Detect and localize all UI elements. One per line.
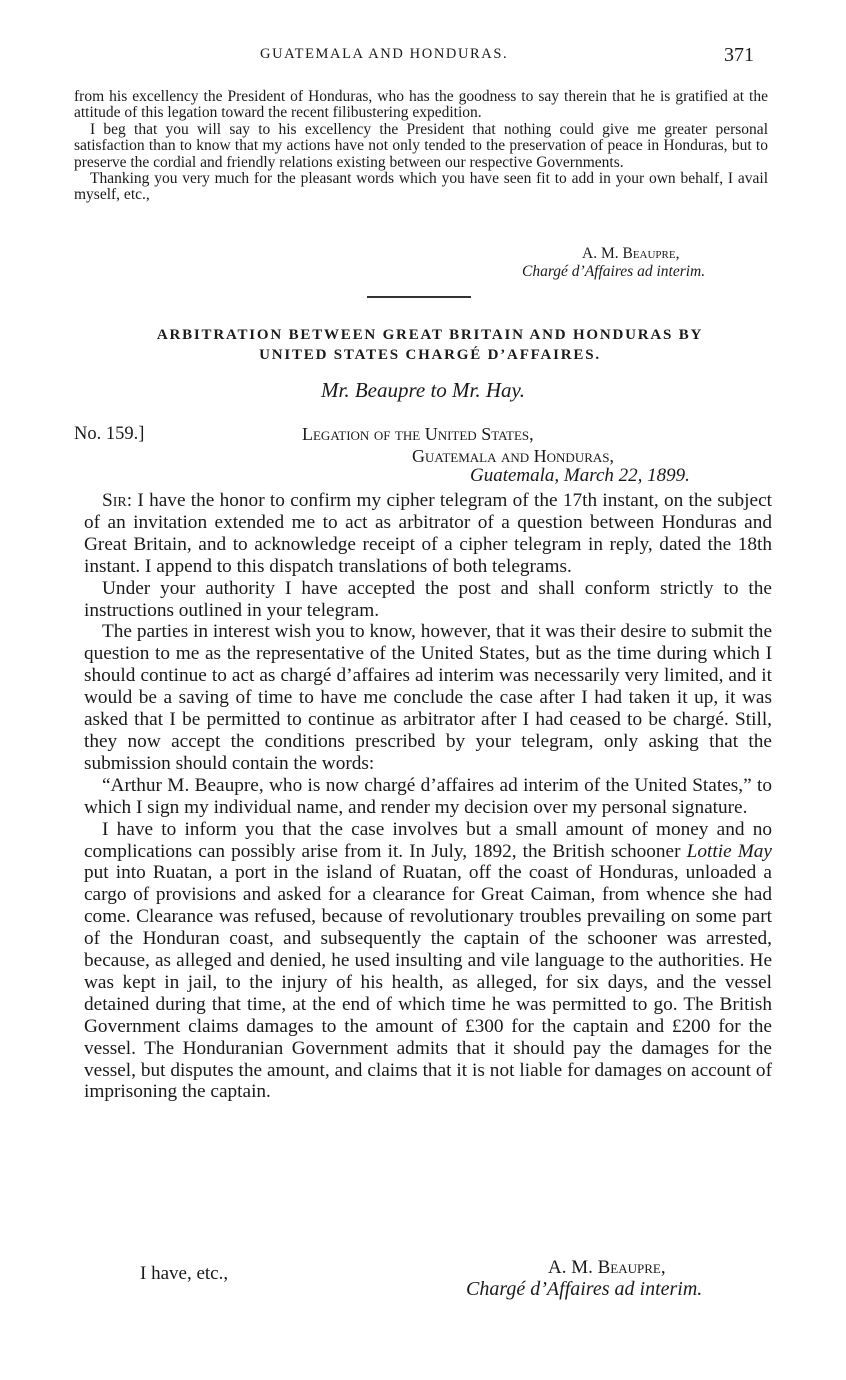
paragraph: Under your authority I have accepted the post and shall conform strictly to the instructions outlined in your telegram. <box>84 577 772 621</box>
section-heading-line: UNITED STATES CHARGÉ D’AFFAIRES. <box>259 347 601 363</box>
previous-letter-text <box>74 89 768 204</box>
paragraph-text: put into Ruatan, a port in the island of Ruatan, off the coast of Honduras, unloaded a cargo of provisions and asked for a clearance for Great Caiman, from whence she had come. Clearance was refused, because of revolutionary troubles prevailing on some part of the Honduran coast, and subsequently the captain of the schooner was arrested, because, as alleged and denied, he used insulting and vile language to the authorities. He was kept in jail, to the injury of his health, as alleged, for six days, and the vessel detained during that time, at the end of which time he was permitted to go. The British Government claims damages to the amount of £300 for the captain and £200 for the vessel. The Honduranian Government admits that it should pay the damages for the vessel, but disputes the amount, and claims that it is not liable for damages on account of imprisoning the captain. <box>84 862 772 1103</box>
paragraph: The parties in interest wish you to know, however, that it was their desire to submit the question to me as the representative of the United States, but as the time during which I should continue to act as chargé d’affaires ad interim was necessarily very limited, and it would be a saving of time to have me conclude the case after I had taken it up, it was asked that I be permitted to continue as arbitrator after I had ceased to be chargé. Still, they now accept the conditions prescribed by your telegram, only asking that the submission should contain the words: <box>84 621 772 774</box>
vessel-name: Lottie May <box>686 840 772 862</box>
letter-body <box>84 490 772 1103</box>
paragraph <box>84 490 772 578</box>
section-heading-line: ARBITRATION BETWEEN GREAT BRITAIN AND HONDURAS BY <box>156 327 704 343</box>
signature-name: A. M. Beaupre, <box>548 1257 666 1278</box>
paragraph-text: I have to inform you that the case involves but a small amount of money and no complications can possibly arise from it. In July, 1892, the British schooner <box>84 818 772 862</box>
running-head: GUATEMALA AND HONDURAS. <box>260 46 509 62</box>
paragraph: from his excellency the President of Honduras, who has the goodness to say therein that he is gratified at the attitude of this legation toward the recent filibustering expedition. <box>74 88 768 122</box>
dispatch-number: No. 159.] <box>74 424 145 444</box>
address-line: Guatemala and Honduras, <box>412 446 614 466</box>
paragraph-text: I have the honor to confirm my cipher telegram of the 17th instant, on the subject of an invitation extended me to act as arbitrator of a question between Honduras and Great Britain, and to acknowledge receipt of a cipher telegram in reply, dated the 18th instant. I append to this dispatch translations of both telegrams. <box>84 490 772 577</box>
letter-title: Mr. Beaupre to Mr. Hay. <box>321 378 525 402</box>
signature-name: A. M. Beaupre, <box>582 245 680 262</box>
address-line: Legation of the United States, <box>302 424 534 444</box>
paragraph <box>84 819 772 1104</box>
section-heading <box>60 325 800 365</box>
signature-title: Chargé d’Affaires ad interim. <box>522 263 706 280</box>
paragraph: I beg that you will say to his excellency the President that nothing could give me greater personal satisfaction than to know that my actions have not only tended to the preservation of peace in Honduras, but to preserve the cordial and friendly relations existing between our respective Governments. <box>74 120 768 171</box>
salutation: Sir: <box>102 490 133 511</box>
paragraph: “Arthur M. Beaupre, who is now chargé d’affaires ad interim of the United States,” to which I sign my individual name, and render my decision over my personal signature. <box>84 774 772 818</box>
page-number: 371 <box>724 44 754 66</box>
paragraph: Thanking you very much for the pleasant words which you have seen fit to add in your own behalf, I avail myself, etc., <box>74 170 768 204</box>
place-date: Guatemala, March 22, 1899. <box>470 465 690 486</box>
closing: I have, etc., <box>140 1263 229 1284</box>
signature-title: Chargé d’Affaires ad interim. <box>466 1278 703 1300</box>
section-divider <box>367 296 471 298</box>
